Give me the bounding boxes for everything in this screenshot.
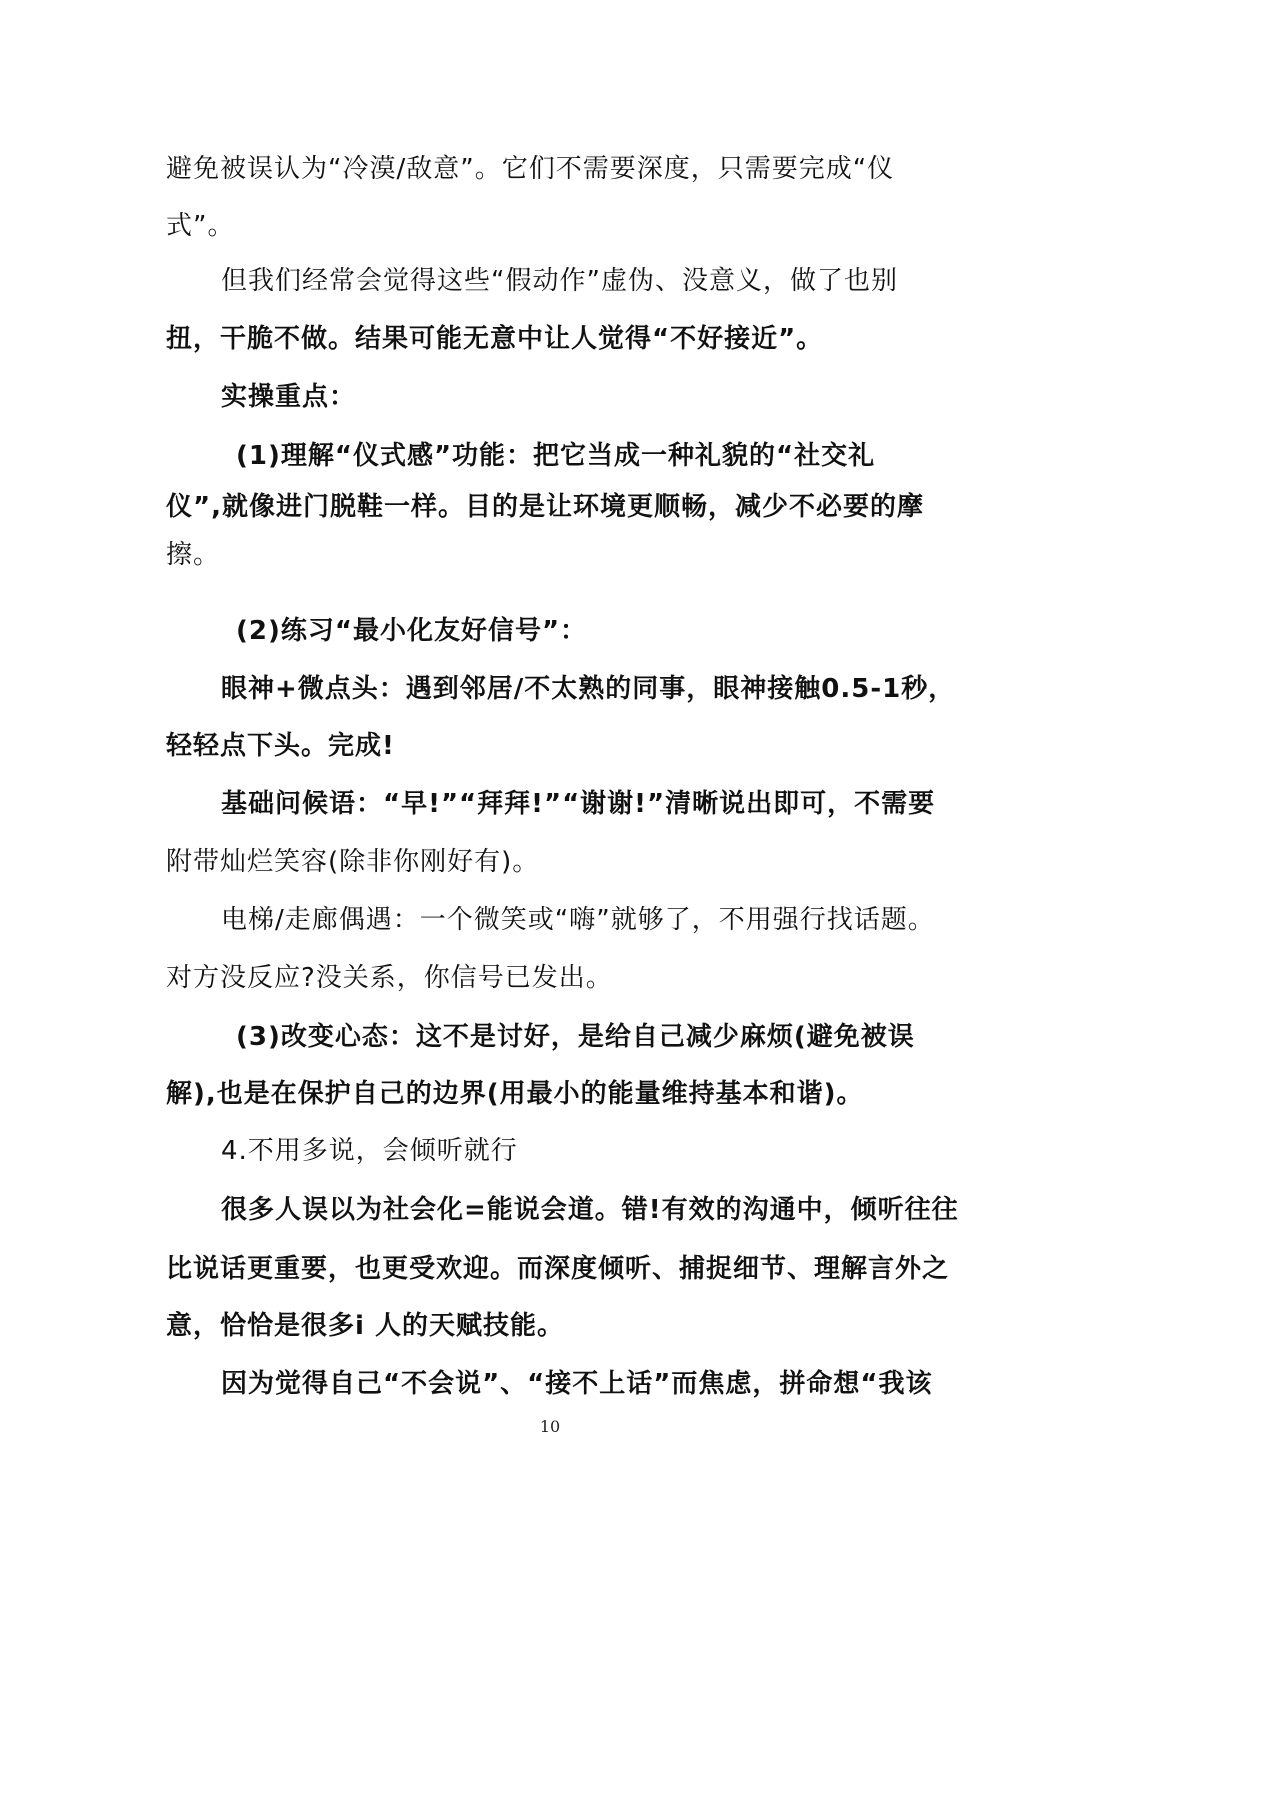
paragraph-line: 比说话更重要，也更受欢迎。而深度倾听、捕捉细节、理解言外之: [166, 1254, 950, 1284]
paragraph-line: 但我们经常会觉得这些“假动作”虚伪、没意义，做了也别: [221, 266, 898, 296]
paragraph-line: (1)理解“仪式感”功能：把它当成一种礼貌的“社交礼: [236, 441, 876, 471]
section-heading: 实操重点：: [221, 382, 357, 412]
paragraph-line: 避免被误认为“冷漠/敌意”。它们不需要深度，只需要完成“仪: [166, 154, 895, 184]
paragraph-line: 对方没反应?没关系，你信号已发出。: [166, 963, 613, 993]
page-number: 10: [539, 1417, 561, 1436]
section-heading: 4.不用多说，会倾听就行: [221, 1136, 518, 1166]
paragraph-line: 眼神+微点头：遇到邻居/不太熟的同事，眼神接触0.5-1秒，: [221, 674, 956, 704]
paragraph-line: (3)改变心态：这不是讨好，是给自己减少麻烦(避免被误: [236, 1022, 915, 1052]
paragraph-line: 仪”,就像进门脱鞋一样。目的是让环境更顺畅，减少不必要的摩: [166, 492, 924, 522]
paragraph-line: 因为觉得自己“不会说”、“接不上话”而焦虑，拼命想“我该: [221, 1369, 933, 1399]
paragraph-line: 解),也是在保护自己的边界(用最小的能量维持基本和谐)。: [166, 1079, 864, 1109]
paragraph-line: 电梯/走廊偶遇：一个微笑或“嗨”就够了，不用强行找话题。: [221, 905, 935, 935]
paragraph-line: 轻轻点下头。完成!: [166, 731, 395, 761]
paragraph-line: 式”。: [166, 211, 235, 241]
paragraph-line: 附带灿烂笑容(除非你刚好有)。: [166, 847, 540, 877]
paragraph-line: 基础问候语：“早!”“拜拜!”“谢谢!”清晰说出即可，不需要: [221, 789, 936, 819]
paragraph-line: 很多人误以为社会化=能说会道。错!有效的沟通中，倾听往往: [221, 1195, 959, 1225]
paragraph-line: 擦。: [166, 540, 221, 570]
paragraph-line: 扭，干脆不做。结果可能无意中让人觉得“不好接近”。: [166, 324, 824, 354]
paragraph-line: (2)练习“最小化友好信号”：: [236, 616, 588, 646]
paragraph-line: 意，恰恰是很多i 人的天赋技能。: [166, 1311, 564, 1341]
